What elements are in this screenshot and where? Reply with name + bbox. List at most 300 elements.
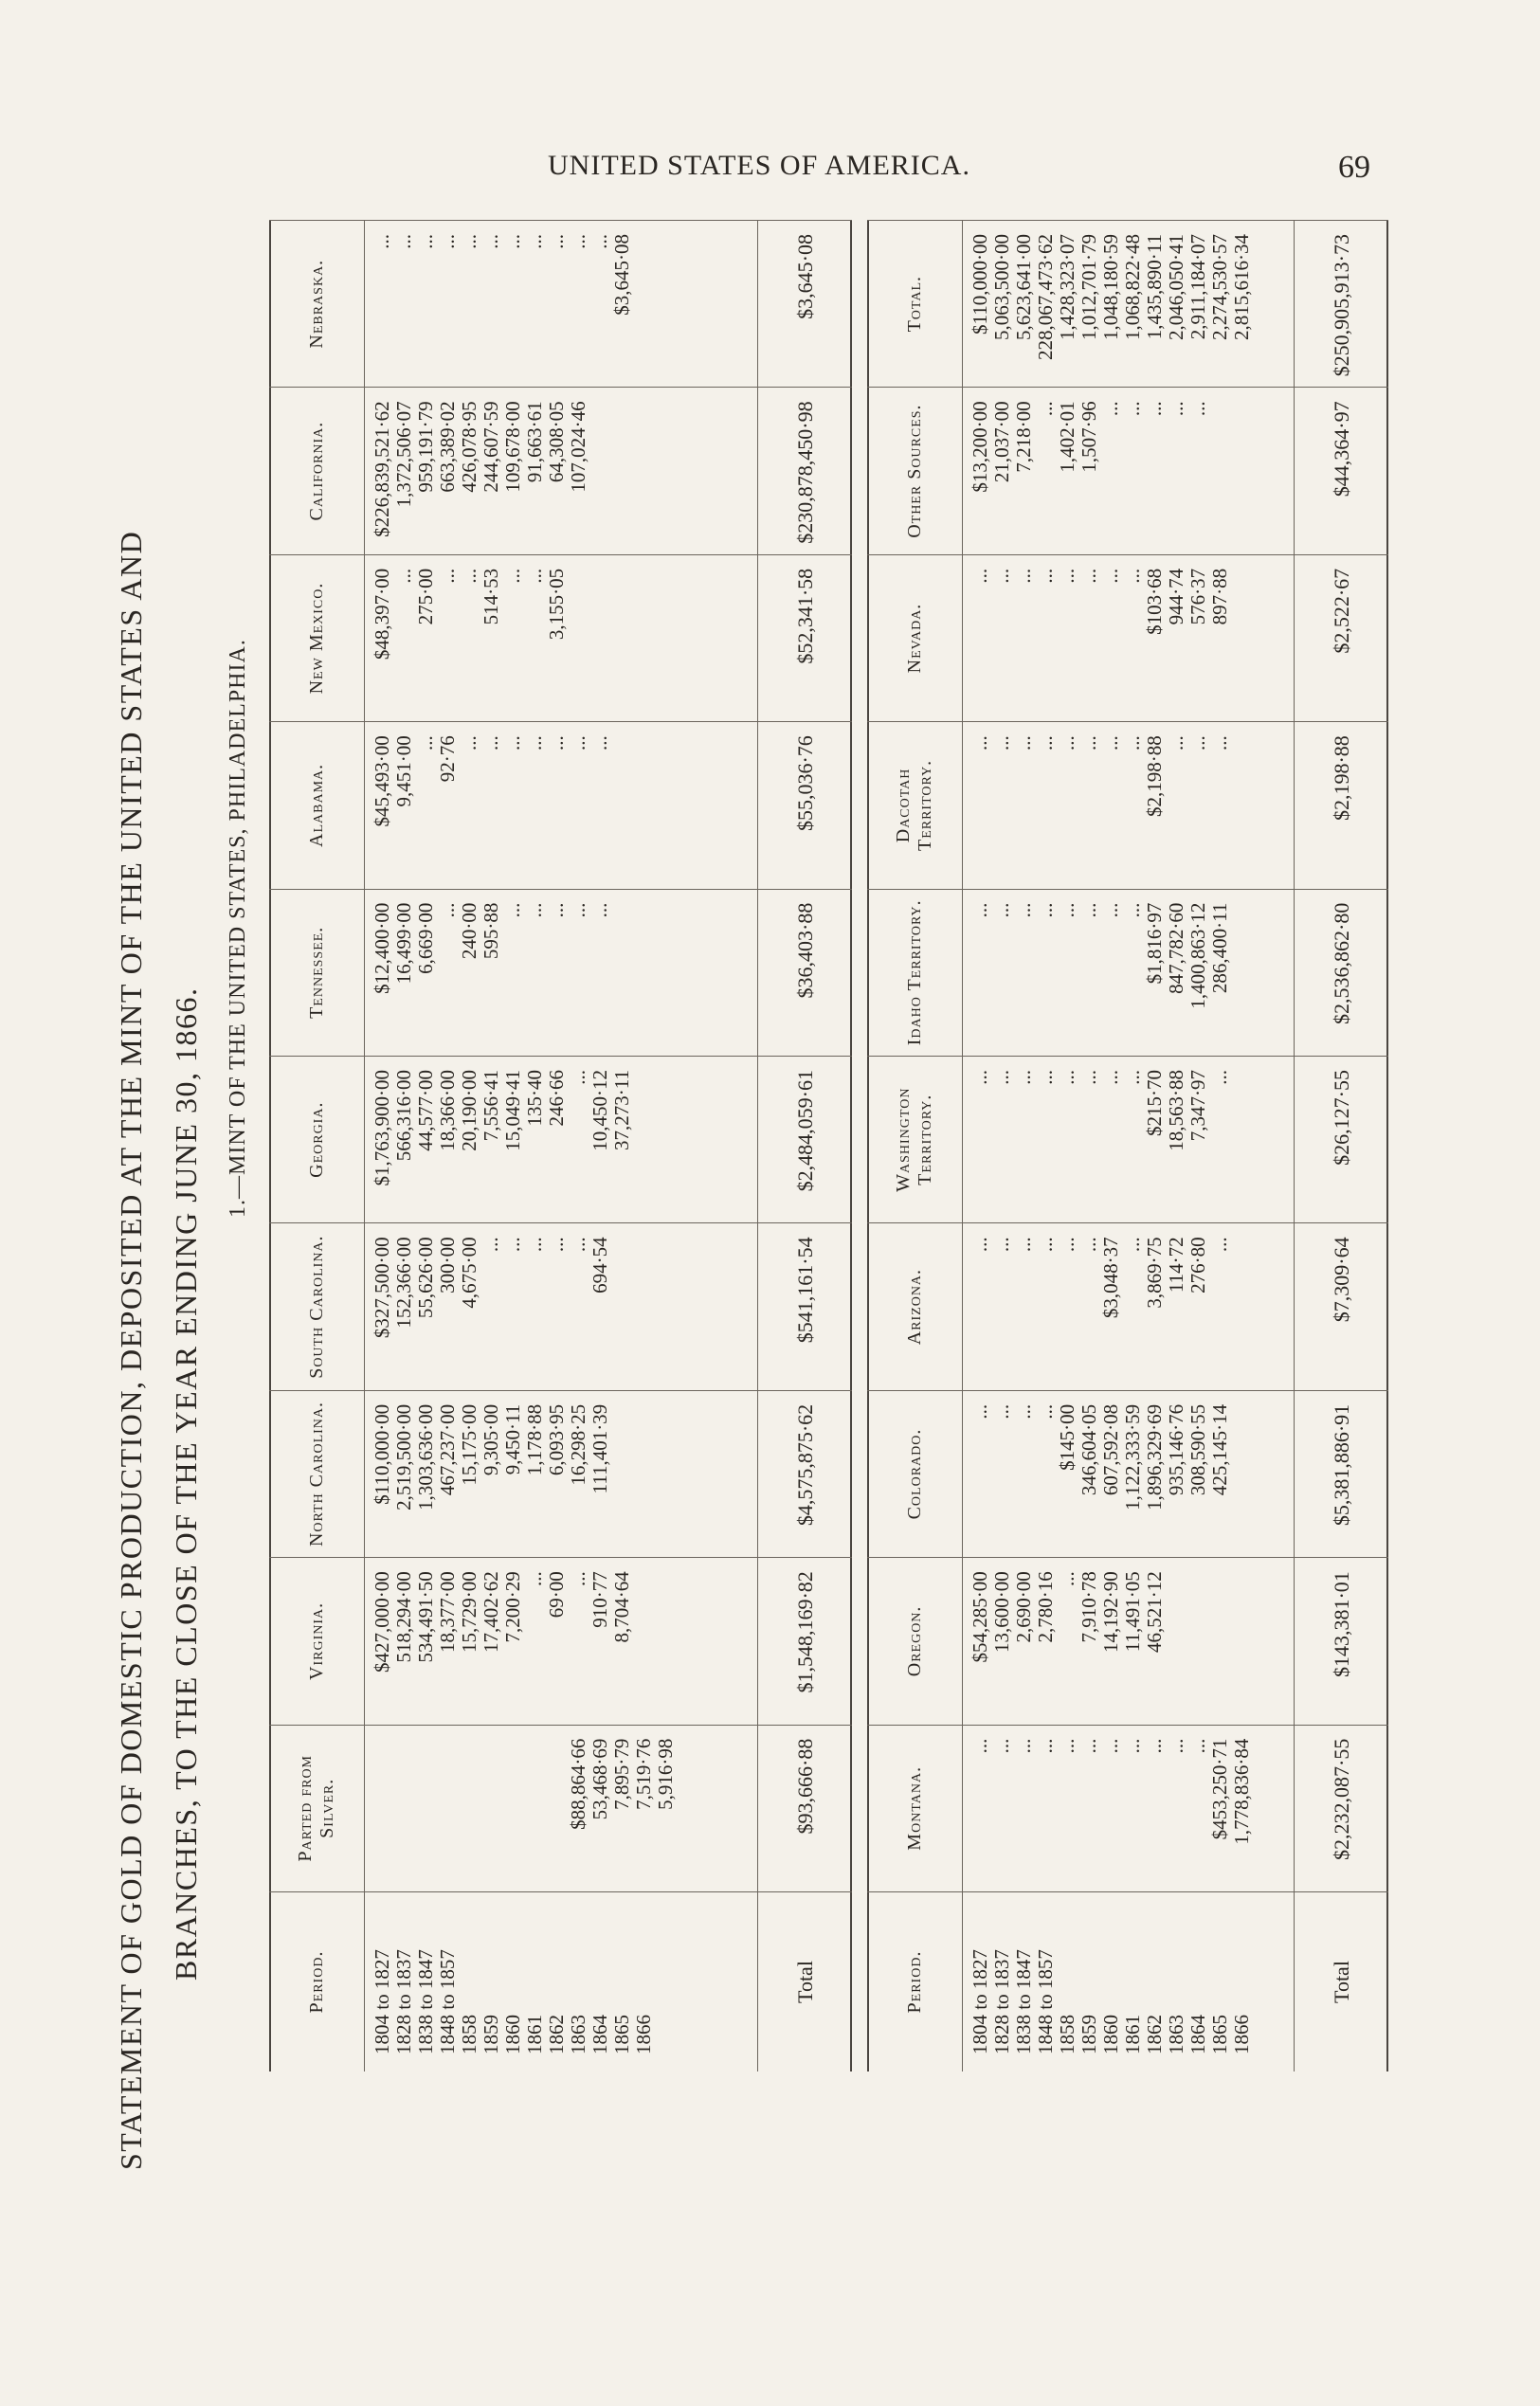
table-cell: 6,093·95	[545, 1403, 568, 1476]
table-cell: $54,285·00	[969, 1571, 991, 1663]
table-cell: ...	[1034, 1403, 1057, 1420]
table-cell: ...	[1121, 735, 1144, 751]
table-cell: 1866	[1230, 2015, 1253, 2054]
column-header: California.	[269, 388, 365, 553]
table-cell: ...	[567, 234, 589, 249]
table-cell: ...	[523, 902, 546, 918]
table-column	[867, 1390, 1388, 1557]
table-cell	[371, 1739, 393, 1891]
table-cell: ...	[1012, 1070, 1035, 1085]
table-cell: 246·66	[545, 1070, 568, 1127]
table-cell: 847,782·60	[1165, 902, 1187, 994]
table-cell: ...	[523, 234, 546, 249]
table-cell: 21,037·00	[990, 401, 1013, 483]
table-cell: 18,377·00	[436, 1571, 459, 1653]
table-cell: 46,521·12	[1143, 1571, 1166, 1653]
table-cell: 3,869·75	[1143, 1237, 1166, 1309]
table-column	[269, 1390, 852, 1557]
table-cell: 240·00	[458, 902, 480, 960]
table-cell: ...	[545, 1237, 568, 1253]
table-cell: ...	[414, 735, 437, 751]
table-cell: $226,839,521·62	[371, 401, 393, 537]
table-cell: ...	[1056, 1571, 1078, 1586]
table-cell: 1864	[1187, 2015, 1209, 2054]
column-total: $541,161·54	[757, 1223, 852, 1389]
table-cell: ...	[1121, 401, 1144, 417]
table-cell: $3,645·08	[610, 234, 633, 316]
table-cell: 663,389·02	[436, 401, 459, 493]
table-cell: 910·77	[589, 1571, 611, 1628]
table-cell: ...	[990, 1403, 1013, 1420]
column-header: Virginia.	[269, 1558, 365, 1724]
table-cell: 1804 to 1827	[371, 1949, 393, 2054]
table-cell: ...	[436, 568, 459, 584]
table-cell: ...	[990, 1237, 1013, 1253]
table-column	[269, 1056, 852, 1222]
table-cell: 566,316·00	[392, 1070, 415, 1162]
table-cell: ...	[990, 1070, 1013, 1085]
table-cell: ...	[969, 1237, 991, 1253]
column-header: Colorado.	[867, 1391, 963, 1557]
column-values	[371, 1726, 677, 1891]
table-cell: 1860	[501, 2015, 524, 2054]
table-cell: ...	[480, 234, 502, 249]
table-column	[867, 387, 1388, 553]
table-cell: ...	[1034, 1738, 1057, 1754]
column-values	[969, 1726, 1253, 1891]
table-cell: 607,592·08	[1099, 1403, 1122, 1496]
table-cell	[502, 1739, 524, 1891]
table-cell: $145·00	[1056, 1403, 1078, 1471]
table-cell: ...	[1078, 568, 1100, 584]
table-cell: ...	[589, 902, 611, 918]
table-column	[269, 1725, 852, 1891]
table-column	[867, 554, 1388, 721]
table-column	[867, 721, 1388, 888]
table-cell: $110,000·00	[969, 234, 991, 335]
table-cell: ...	[1056, 1237, 1078, 1253]
table-cell: 1858	[1056, 2015, 1078, 2054]
table-cell: ...	[990, 902, 1013, 918]
table-cell: ...	[545, 902, 568, 918]
table-cell: 91,663·61	[523, 401, 546, 483]
table-cell: ...	[1208, 1237, 1231, 1253]
table-cell: ...	[1056, 735, 1078, 751]
column-total: $55,036·76	[757, 722, 852, 888]
column-total: $2,232,087·55	[1294, 1726, 1388, 1891]
period-column	[269, 1891, 852, 2071]
table-cell: 15,049·41	[501, 1070, 524, 1151]
table-cell: ...	[969, 568, 991, 584]
column-values	[969, 1892, 1253, 2071]
column-header: New Mexico.	[269, 555, 365, 721]
table-cell: 467,237·00	[436, 1403, 459, 1496]
table-cell: ...	[545, 234, 568, 249]
column-total: Total	[757, 1892, 852, 2071]
table-cell: 7,347·97	[1187, 1070, 1209, 1142]
table-cell: 1863	[567, 2015, 589, 2054]
table-cell: ...	[1034, 401, 1057, 417]
table-cell: 1,402·01	[1056, 401, 1078, 473]
table-cell: ...	[1078, 735, 1100, 751]
table-cell: 55,626·00	[414, 1237, 437, 1319]
table-cell: 6,669·00	[414, 902, 437, 974]
table-cell: ...	[969, 1738, 991, 1754]
table-cell: 2,911,184·07	[1187, 234, 1209, 340]
column-header: Tennessee.	[269, 890, 365, 1056]
column-total: $26,127·55	[1294, 1057, 1388, 1222]
table-cell: 1838 to 1847	[1012, 1949, 1035, 2054]
table-cell: ...	[1078, 1070, 1100, 1085]
section-title: 1.—MINT OF THE UNITED STATES, PHILADELPHIA.	[226, 639, 250, 1218]
column-total: $250,905,913·73	[1294, 221, 1388, 387]
table-cell: ...	[1078, 1237, 1100, 1253]
column-values	[371, 1558, 633, 1724]
table-cell: ...	[1208, 735, 1231, 751]
table-cell: ...	[436, 902, 459, 918]
table-column	[269, 889, 852, 1056]
table-part-two	[867, 220, 1388, 2071]
table-cell: 16,298·25	[567, 1403, 589, 1486]
table-cell: 1,778,836·84	[1230, 1738, 1253, 1845]
table-cell: ...	[1165, 1738, 1187, 1754]
column-values	[969, 1223, 1231, 1389]
table-cell: ...	[523, 568, 546, 584]
column-header: Nevada.	[867, 555, 963, 721]
table-cell: 1861	[1121, 2015, 1144, 2054]
table-cell: ...	[990, 735, 1013, 751]
table-cell: ...	[589, 735, 611, 751]
column-total: $2,484,059·61	[757, 1057, 852, 1222]
column-values	[969, 221, 1253, 387]
column-header: Other Sources.	[867, 388, 963, 553]
table-cell: ...	[523, 1571, 546, 1586]
column-values	[371, 1223, 611, 1389]
table-cell: 1,178·88	[523, 1403, 546, 1476]
table-cell: $327,500·00	[371, 1237, 393, 1339]
table-cell: 18,366·00	[436, 1070, 459, 1151]
column-total: $7,309·64	[1294, 1223, 1388, 1389]
table-column	[269, 387, 852, 553]
table-cell: ...	[1099, 902, 1122, 918]
table-cell: 11,491·05	[1121, 1571, 1144, 1653]
table-cell: 7,910·78	[1078, 1571, 1100, 1643]
table-cell: 17,402·62	[480, 1571, 502, 1653]
table-cell: 9,451·00	[392, 735, 415, 807]
table-cell: $13,200·00	[969, 401, 991, 493]
column-total: $2,536,862·80	[1294, 890, 1388, 1056]
table-column	[867, 1557, 1388, 1724]
table-cell: 2,815,616·34	[1230, 234, 1253, 341]
column-total: $44,364·97	[1294, 388, 1388, 553]
table-cell: 228,067,473·62	[1034, 234, 1057, 361]
table-column	[269, 1557, 852, 1724]
column-total: $2,198·88	[1294, 722, 1388, 888]
column-header: North Carolina.	[269, 1391, 365, 1557]
table-cell: 308,590·55	[1187, 1403, 1209, 1496]
table-cell: ...	[392, 568, 415, 584]
table-cell: 595·88	[480, 902, 502, 960]
table-cell: 7,218·00	[1012, 401, 1035, 473]
table-cell: 1862	[545, 2015, 568, 2054]
table-cell	[524, 1739, 546, 1891]
table-cell: ...	[1056, 1738, 1078, 1754]
table-cell: ...	[969, 1403, 991, 1420]
table-cell: 1,428,323·07	[1056, 234, 1078, 341]
table-column	[867, 889, 1388, 1056]
table-cell: ...	[523, 1237, 546, 1253]
table-cell: $103·68	[1143, 568, 1166, 635]
table-cell: ...	[1121, 902, 1144, 918]
table-cell: 1,048,180·59	[1099, 234, 1122, 341]
table-cell: 1848 to 1857	[436, 1949, 459, 2054]
table-cell: ...	[1012, 1403, 1035, 1420]
column-values	[969, 1057, 1231, 1222]
table-cell: 16,499·00	[392, 902, 415, 985]
table-cell: ...	[1012, 568, 1035, 584]
table-cell: $453,250·71	[1208, 1738, 1231, 1840]
column-header: Georgia.	[269, 1057, 365, 1222]
table-cell: 69·00	[545, 1571, 568, 1619]
table-cell: 15,729·00	[458, 1571, 480, 1653]
table-cell: ...	[392, 234, 415, 249]
statement-title-line-2: BRANCHES, TO THE CLOSE OF THE YEAR ENDING JUNE 30, 1866.	[169, 986, 203, 1981]
table-cell: 944·74	[1165, 568, 1187, 625]
table-cell	[546, 1739, 568, 1891]
table-cell: 1,400,863·12	[1187, 902, 1209, 1009]
table-cell	[437, 1739, 459, 1891]
table-cell: 1861	[523, 2015, 546, 2054]
table-cell: 5,623,641·00	[1012, 234, 1035, 341]
table-cell: ...	[1187, 1738, 1209, 1754]
table-cell: ...	[1056, 568, 1078, 584]
table-cell: ...	[1187, 735, 1209, 751]
table-cell: ...	[1078, 902, 1100, 918]
column-values	[371, 388, 589, 553]
table-cell: ...	[458, 735, 480, 751]
column-header: Montana.	[867, 1726, 963, 1891]
table-cell: 18,563·88	[1165, 1070, 1187, 1151]
table-cell: ...	[371, 234, 393, 249]
table-column	[867, 220, 1388, 387]
column-values	[969, 1558, 1166, 1724]
table-cell: 5,063,500·00	[990, 234, 1013, 341]
table-cell: $88,864·66	[567, 1738, 589, 1830]
table-cell: ...	[1208, 1070, 1231, 1085]
column-header: Washington Territory.	[867, 1057, 963, 1222]
table-cell: 1828 to 1837	[990, 1949, 1013, 2054]
table-cell: ...	[589, 234, 611, 249]
table-cell: 244,607·59	[480, 401, 502, 493]
table-cell: 300·00	[436, 1237, 459, 1293]
table-column	[867, 1725, 1388, 1891]
table-cell: ...	[436, 234, 459, 249]
table-column	[269, 1222, 852, 1389]
table-cell: 9,305·00	[480, 1403, 502, 1476]
table-cell: 514·53	[480, 568, 502, 625]
table-cell: ...	[1121, 1738, 1144, 1754]
table-cell	[415, 1739, 437, 1891]
table-cell: ...	[1034, 568, 1057, 584]
table-cell: 1,372,506·07	[392, 401, 415, 508]
column-header: Period.	[269, 1892, 365, 2071]
table-cell: 286,400·11	[1208, 902, 1231, 994]
table-part-one	[269, 220, 852, 2071]
table-cell: 694·54	[589, 1237, 611, 1293]
table-column	[269, 554, 852, 721]
running-title: UNITED STATES OF AMERICA.	[548, 150, 970, 181]
column-values	[371, 722, 611, 888]
table-cell: 1828 to 1837	[392, 1949, 415, 2054]
table-cell: 1,068,822·48	[1121, 234, 1144, 341]
column-values	[371, 1057, 633, 1222]
column-header: Oregon.	[867, 1558, 963, 1724]
table-cell: 1,896,329·69	[1143, 1403, 1166, 1511]
table-cell	[480, 1739, 502, 1891]
table-cell: ...	[1099, 568, 1122, 584]
table-column	[269, 721, 852, 888]
table-cell: ...	[1187, 401, 1209, 417]
table-cell: 64,308·05	[545, 401, 568, 483]
table-cell: ...	[1165, 735, 1187, 751]
table-cell: 44,577·00	[414, 1070, 437, 1151]
table-cell: ...	[1056, 1070, 1078, 1085]
period-column	[867, 1891, 1388, 2071]
column-header: Period.	[867, 1892, 963, 2071]
table-cell: 5,916·98	[654, 1738, 677, 1810]
column-values	[969, 1391, 1231, 1557]
column-total: $5,381,886·91	[1294, 1391, 1388, 1557]
table-cell: $427,000·00	[371, 1571, 393, 1673]
table-cell: ...	[501, 1237, 524, 1253]
table-cell: ...	[1121, 568, 1144, 584]
column-values	[969, 388, 1209, 553]
table-cell: $110,000·00	[371, 1403, 393, 1505]
table-cell: 2,690·00	[1012, 1571, 1035, 1643]
table-cell: 7,519·76	[632, 1738, 655, 1810]
table-cell: ...	[1034, 902, 1057, 918]
table-cell: 534,491·50	[414, 1571, 437, 1663]
column-values	[371, 555, 568, 721]
table-cell: 8,704·64	[610, 1571, 633, 1643]
table-cell: 2,780·16	[1034, 1571, 1057, 1643]
column-total: Total	[1294, 1892, 1388, 2071]
column-total: $36,403·88	[757, 890, 852, 1056]
table-cell: ...	[567, 902, 589, 918]
table-cell: 107,024·46	[567, 401, 589, 493]
table-cell: 109,678·00	[501, 401, 524, 493]
table-cell: 897·88	[1208, 568, 1231, 625]
table-cell: 1838 to 1847	[414, 1949, 437, 2054]
table-cell: ...	[501, 234, 524, 249]
table-part-one-body	[269, 220, 852, 2071]
table-cell: ...	[1099, 401, 1122, 417]
column-total: $4,575,875·62	[757, 1391, 852, 1557]
table-cell: ...	[1099, 1070, 1122, 1085]
table-cell: ...	[414, 234, 437, 249]
table-cell: ...	[969, 735, 991, 751]
table-cell: 7,895·79	[610, 1738, 633, 1810]
table-cell: $45,493·00	[371, 735, 393, 827]
table-cell: 1804 to 1827	[969, 1949, 991, 2054]
column-header: Alabama.	[269, 722, 365, 888]
table-cell: 959,191·79	[414, 401, 437, 493]
column-header: Total.	[867, 221, 963, 387]
table-cell: $1,763,900·00	[371, 1070, 393, 1186]
column-values	[371, 221, 633, 387]
column-values	[969, 555, 1231, 721]
table-cell: 37,273·11	[610, 1070, 633, 1150]
table-cell: ...	[1121, 1237, 1144, 1253]
table-cell: ...	[1143, 1738, 1166, 1754]
table-cell: ...	[1012, 902, 1035, 918]
table-cell: 2,046,050·41	[1165, 234, 1187, 341]
table-cell: 2,519,500·00	[392, 1403, 415, 1511]
table-cell: ...	[1034, 1237, 1057, 1253]
table-cell: 111,401·39	[589, 1403, 611, 1494]
statement-title-line-1: STATEMENT OF GOLD OF DOMESTIC PRODUCTION, DEPOSITED AT THE MINT OF THE UNITED STATES AND	[114, 530, 148, 2170]
page-header	[0, 150, 1540, 188]
table-cell: 1858	[458, 2015, 480, 2054]
page-number: 69	[1338, 150, 1370, 185]
table-cell: ...	[480, 1237, 502, 1253]
table-cell: 1865	[610, 2015, 633, 2054]
table-cell: 7,200·29	[501, 1571, 524, 1643]
column-total: $230,878,450·98	[757, 388, 852, 553]
table-cell: 346,604·05	[1078, 1403, 1100, 1496]
table-cell: $48,397·00	[371, 568, 393, 660]
table-cell: ...	[501, 568, 524, 584]
table-cell: 114·72	[1165, 1237, 1187, 1293]
table-cell: 1,012,701·79	[1078, 234, 1100, 341]
table-cell: ...	[567, 1571, 589, 1586]
table-cell: 135·40	[523, 1070, 546, 1127]
table-cell: 1,122,333·59	[1121, 1403, 1144, 1511]
table-cell: ...	[523, 735, 546, 751]
table-cell: 3,155·05	[545, 568, 568, 641]
table-column	[269, 220, 852, 387]
table-cell: ...	[567, 735, 589, 751]
table-cell: 1863	[1165, 2015, 1187, 2054]
column-values	[371, 890, 611, 1056]
table-cell: 1865	[1208, 2015, 1231, 2054]
table-cell: ...	[567, 1070, 589, 1085]
table-cell: $2,198·88	[1143, 735, 1166, 817]
table-column	[867, 1056, 1388, 1222]
table-cell: 1848 to 1857	[1034, 1949, 1057, 2054]
table-cell: 1,303,636·00	[414, 1403, 437, 1511]
column-total: $143,381·01	[1294, 1558, 1388, 1724]
table-cell: 13,600·00	[990, 1571, 1013, 1653]
table-cell: 1859	[480, 2015, 502, 2054]
table-cell: ...	[1099, 735, 1122, 751]
column-total: $3,645·08	[757, 221, 852, 387]
table-cell: ...	[1165, 401, 1187, 417]
table-cell: ...	[1012, 1237, 1035, 1253]
column-total: $2,522·67	[1294, 555, 1388, 721]
table-cell: 4,675·00	[458, 1237, 480, 1309]
column-header: Arizona.	[867, 1223, 963, 1389]
table-cell: 9,450·11	[501, 1403, 524, 1475]
table-cell: ...	[1078, 1738, 1100, 1754]
column-total: $1,548,169·82	[757, 1558, 852, 1724]
table-cell: ...	[545, 735, 568, 751]
table-cell: 15,175·00	[458, 1403, 480, 1486]
table-cell: ...	[969, 1070, 991, 1085]
table-cell: ...	[501, 735, 524, 751]
table-cell: ...	[1121, 1070, 1144, 1085]
table-cell: ...	[1034, 1070, 1057, 1085]
